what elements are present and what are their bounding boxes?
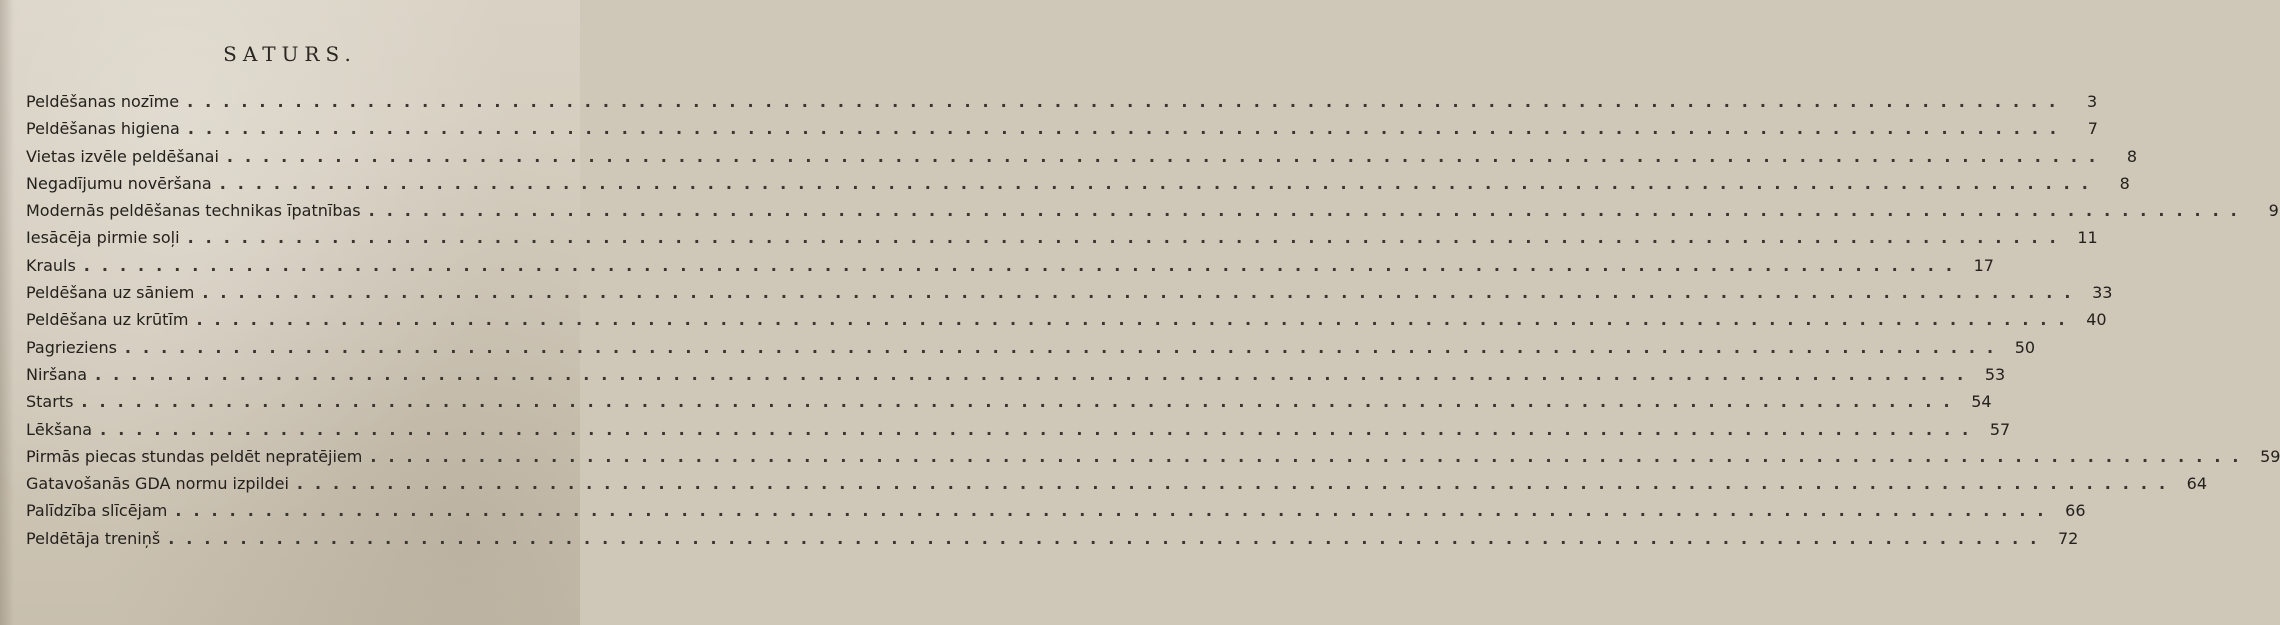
- toc-entry: [26, 173, 2130, 201]
- page-edge-shadow: [0, 0, 14, 625]
- dot-leader: ........................................................................................................: [95, 364, 1976, 384]
- toc-entry: [26, 255, 1994, 283]
- toc-entry-title: Peldēšana uz krūtīm: [26, 310, 189, 330]
- dot-leader: ........................................................................................................: [187, 119, 2068, 139]
- dot-leader: ........................................................................................................: [187, 228, 2068, 248]
- dot-leader: ........................................................................................................: [368, 201, 2249, 221]
- toc-entry-page-number: 50: [2014, 337, 2036, 357]
- toc-entry: [26, 283, 2113, 310]
- toc-entry: [26, 446, 2280, 474]
- table-of-contents: [26, 92, 2280, 556]
- dot-leader: ........................................................................................................: [370, 446, 2251, 466]
- toc-entry-title: Negadījumu novēršana: [26, 173, 212, 193]
- toc-entry-page-number: 53: [1984, 364, 2006, 384]
- dot-leader: ........................................................................................................: [81, 392, 1962, 412]
- dot-leader: ........................................................................................................: [175, 501, 2056, 521]
- toc-entry-page-number: 8: [2126, 146, 2138, 166]
- toc-entry: [26, 419, 2011, 447]
- toc-entry: [26, 201, 2279, 228]
- toc-entry-page-number: 72: [2057, 528, 2079, 548]
- page-title: SATURS.: [223, 42, 357, 66]
- toc-entry-page-number: 7: [2087, 119, 2098, 139]
- toc-entry-page-number: 40: [2086, 310, 2107, 330]
- dot-leader: ........................................................................................................: [196, 310, 2077, 330]
- toc-entry-title: Peldēšana uz sāniem: [26, 283, 195, 303]
- dot-leader: ........................................................................................................: [168, 528, 2049, 548]
- toc-entry: [26, 146, 2138, 174]
- toc-entry: [26, 392, 1992, 419]
- toc-entry-title: Starts: [26, 392, 74, 412]
- dot-leader: ........................................................................................................: [226, 146, 2108, 166]
- toc-entry: [26, 364, 2006, 392]
- dot-leader: ........................................................................................................: [83, 255, 1964, 275]
- toc-entry-title: Iesācēja pirmie soļi: [26, 228, 180, 248]
- toc-entry-page-number: 66: [2065, 501, 2086, 521]
- toc-entry-page-number: 3: [2087, 92, 2098, 111]
- toc-entry: [26, 228, 2098, 255]
- toc-entry-title: Pagrieziens: [26, 337, 117, 357]
- toc-entry-title: Peldēšanas nozīme: [26, 92, 180, 111]
- toc-entry-page-number: 33: [2092, 283, 2113, 303]
- toc-entry-title: Gatavošanās GDA normu izpildei: [26, 474, 289, 494]
- dot-leader: ........................................................................................................: [100, 419, 1981, 439]
- toc-entry-page-number: 59: [2260, 446, 2280, 466]
- toc-entry-title: Lēkšana: [26, 419, 93, 439]
- dot-leader: ........................................................................................................: [296, 474, 2178, 494]
- toc-entry-page-number: 11: [2077, 228, 2098, 248]
- toc-entry: [26, 474, 2208, 501]
- toc-entry: [26, 337, 2036, 365]
- toc-entry-page-number: 8: [2119, 173, 2130, 193]
- dot-leader: ........................................................................................................: [124, 337, 2006, 357]
- toc-entry-title: Peldēšanas higiena: [26, 119, 180, 139]
- toc-entry-title: Palīdzība slīcējam: [26, 501, 168, 521]
- toc-entry: [26, 310, 2107, 337]
- toc-entry: [26, 92, 2098, 119]
- dot-leader: ........................................................................................................: [202, 283, 2083, 303]
- toc-entry-title: Niršana: [26, 364, 88, 384]
- toc-entry-page-number: 17: [1973, 255, 1994, 275]
- toc-entry-page-number: 64: [2186, 474, 2208, 494]
- toc-entry-page-number: 54: [1971, 392, 1992, 412]
- dot-leader: ........................................................................................................: [219, 173, 2100, 193]
- toc-entry-title: Krauls: [26, 255, 76, 275]
- toc-entry-title: Modernās peldēšanas technikas īpatnības: [26, 201, 361, 221]
- toc-entry: [26, 119, 2098, 146]
- toc-entry-title: Vietas izvēle peldēšanai: [26, 146, 219, 166]
- toc-entry-title: Pirmās piecas stundas peldēt nepratējiem: [26, 446, 363, 466]
- toc-entry-page-number: 57: [1989, 419, 2011, 439]
- toc-entry-title: Peldētāja treniņš: [26, 528, 161, 548]
- toc-entry: [26, 528, 2079, 556]
- dot-leader: ........................................................................................................: [187, 92, 2068, 111]
- toc-entry: [26, 501, 2086, 528]
- toc-entry-page-number: 9: [2268, 201, 2279, 221]
